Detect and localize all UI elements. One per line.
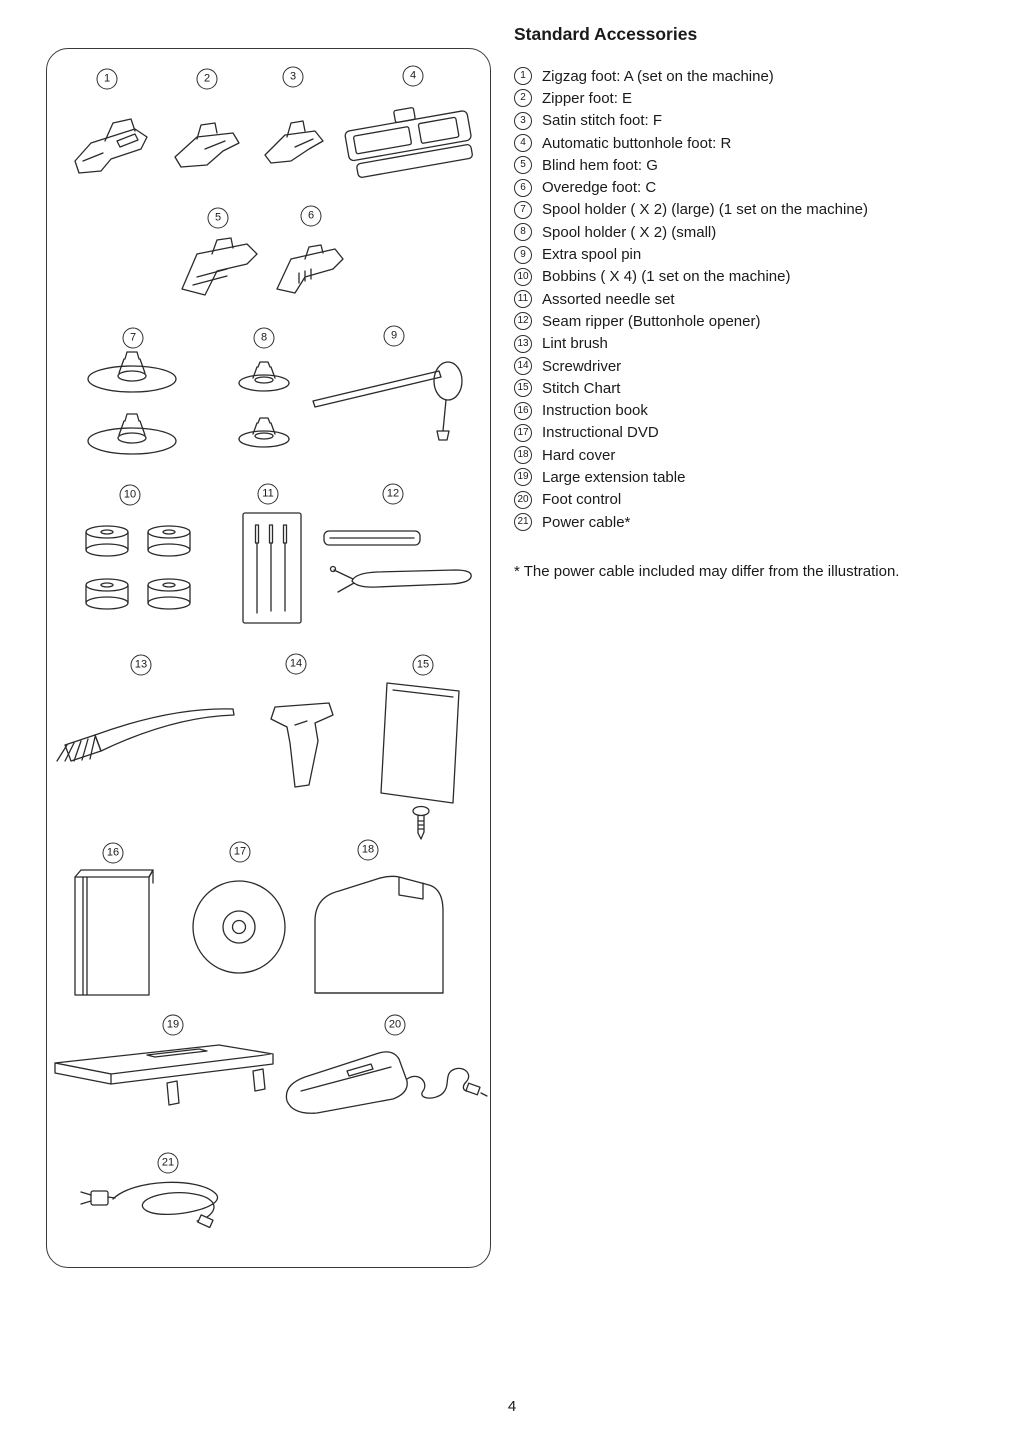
figure-number-11: 11: [258, 484, 279, 505]
item-label: Zigzag foot: A (set on the machine): [542, 67, 774, 85]
item-number: 9: [514, 246, 532, 264]
item-number: 14: [514, 357, 532, 375]
figure-number-15: 15: [413, 655, 434, 676]
item-number: 17: [514, 424, 532, 442]
figure-number-19: 19: [163, 1015, 184, 1036]
item-number: 1: [514, 67, 532, 85]
figure-number-16: 16: [103, 843, 124, 864]
overedge-foot-drawing: [277, 245, 343, 293]
power-cable-drawing: [81, 1182, 218, 1227]
item-label: Power cable*: [542, 513, 631, 531]
item-label: Assorted needle set: [542, 290, 675, 308]
item-label: Foot control: [542, 491, 622, 509]
item-number: 5: [514, 156, 532, 174]
item-number: 2: [514, 89, 532, 107]
item-number: 4: [514, 134, 532, 152]
accessories-text-column: [514, 24, 1006, 580]
list-item: [514, 110, 1006, 132]
list-item: [514, 310, 1006, 332]
item-number: 16: [514, 402, 532, 420]
figure-number-1: 1: [97, 69, 118, 90]
figure-number-9: 9: [384, 326, 405, 347]
figure-number-7: 7: [123, 328, 144, 349]
list-item: [514, 176, 1006, 198]
item-number: 21: [514, 513, 532, 531]
list-item: [514, 65, 1006, 87]
item-number: 11: [514, 290, 532, 308]
list-item: [514, 333, 1006, 355]
list-item: [514, 87, 1006, 109]
page-title: Standard Accessories: [514, 24, 698, 44]
item-number: 20: [514, 491, 532, 509]
zipper-foot-drawing: [175, 123, 239, 167]
item-number: 13: [514, 335, 532, 353]
figure-number-14: 14: [286, 654, 307, 675]
list-item: [514, 444, 1006, 466]
accessories-figure: [46, 48, 491, 1268]
item-number: 15: [514, 379, 532, 397]
item-label: Instruction book: [542, 402, 648, 420]
needle-set-drawing: [243, 513, 301, 623]
bobbins-drawing: [86, 526, 190, 609]
item-label: Screwdriver: [542, 357, 622, 375]
list-item: [514, 243, 1006, 265]
item-number: 8: [514, 223, 532, 241]
lint-brush-drawing: [57, 709, 234, 761]
list-item: [514, 399, 1006, 421]
figure-number-6: 6: [301, 206, 322, 227]
list-item: [514, 466, 1006, 488]
item-number: 12: [514, 312, 532, 330]
item-label: Satin stitch foot: F: [542, 112, 663, 130]
list-item: [514, 154, 1006, 176]
list-item: [514, 489, 1006, 511]
figure-number-21: 21: [158, 1153, 179, 1174]
item-label: Instructional DVD: [542, 424, 659, 442]
seam-ripper-drawing: [324, 531, 471, 592]
figure-number-18: 18: [358, 840, 379, 861]
figure-number-5: 5: [208, 208, 229, 229]
screwdriver-drawing: [271, 703, 333, 787]
figure-number-3: 3: [283, 67, 304, 88]
list-item: [514, 422, 1006, 444]
satin-stitch-foot-drawing: [265, 121, 323, 163]
item-label: Automatic buttonhole foot: R: [542, 134, 732, 152]
foot-control-drawing: [286, 1052, 487, 1113]
list-item: [514, 511, 1006, 533]
extension-table-drawing: [55, 1045, 273, 1105]
item-label: Zipper foot: E: [542, 89, 633, 107]
stitch-chart-drawing: [381, 683, 459, 839]
figure-number-12: 12: [383, 484, 404, 505]
instruction-book-drawing: [75, 870, 153, 995]
hard-cover-drawing: [315, 876, 443, 993]
list-item: [514, 221, 1006, 243]
figure-number-13: 13: [131, 655, 152, 676]
figure-number-8: 8: [254, 328, 275, 349]
list-item: [514, 199, 1006, 221]
item-label: Spool holder ( X 2) (small): [542, 223, 717, 241]
list-item: [514, 288, 1006, 310]
figure-number-2: 2: [197, 69, 218, 90]
item-label: Hard cover: [542, 446, 616, 464]
list-item: [514, 355, 1006, 377]
zigzag-foot-drawing: [75, 119, 147, 173]
dvd-drawing: [193, 881, 285, 973]
item-number: 18: [514, 446, 532, 464]
figure-number-17: 17: [230, 842, 251, 863]
item-label: Spool holder ( X 2) (large) (1 set on the machine): [542, 201, 868, 219]
large-spool-holders-drawing: [88, 352, 176, 454]
blind-hem-foot-drawing: [182, 238, 257, 295]
figure-number-10: 10: [120, 485, 141, 506]
footnote: * The power cable included may differ from the illustration.: [514, 563, 900, 581]
list-item: [514, 132, 1006, 154]
extra-spool-pin-drawing: [313, 362, 462, 440]
item-number: 10: [514, 268, 532, 286]
item-label: Blind hem foot: G: [542, 156, 658, 174]
item-label: Bobbins ( X 4) (1 set on the machine): [542, 268, 791, 286]
buttonhole-foot-drawing: [342, 98, 475, 179]
list-item: [514, 266, 1006, 288]
item-label: Large extension table: [542, 468, 686, 486]
item-label: Seam ripper (Buttonhole opener): [542, 312, 761, 330]
figure-number-20: 20: [385, 1015, 406, 1036]
accessories-list: [514, 65, 1006, 533]
item-label: Extra spool pin: [542, 246, 642, 264]
item-label: Stitch Chart: [542, 379, 621, 397]
small-spool-holders-drawing: [239, 362, 289, 447]
figure-number-4: 4: [403, 66, 424, 87]
item-number: 3: [514, 112, 532, 130]
item-label: Lint brush: [542, 335, 608, 353]
page-number: 4: [507, 1398, 517, 1415]
item-number: 6: [514, 179, 532, 197]
list-item: [514, 377, 1006, 399]
item-label: Overedge foot: C: [542, 179, 657, 197]
item-number: 19: [514, 468, 532, 486]
item-number: 7: [514, 201, 532, 219]
